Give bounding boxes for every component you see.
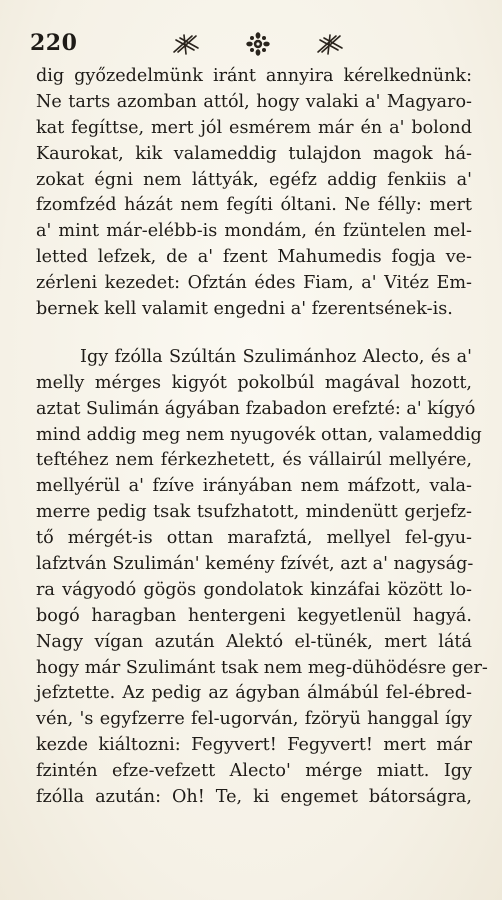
text-line: fzintén efze-vefzett Alecto' mérge miatt. Igy [36,761,472,782]
text-line: fzomfzéd házát nem fegíti óltani. Ne félly: mert [36,195,472,216]
fleuron-ornament-icon [170,32,345,56]
text-line: melly mérges kigyót pokolbúl magával hozott, [36,372,472,393]
paragraph-gap [36,323,472,345]
text-line: tő mérgét-is ottan marafztá, mellyel fel-gyu- [36,528,472,549]
text-line: kat fegíttse, mert jól esmérem már én a' bolond [36,117,472,138]
text-line: merre pedig tsak tsufzhatott, mindenütt gerjefz- [36,502,472,523]
text-line: kezde kiáltozni: Fegyvert! Fegyvert! mert már [36,735,472,756]
text-line: aztat Sulimán ágyában fzabadon erefzté: a' kígyó [36,398,476,419]
text-line: bernek kell valamit engedni a' fzerentsének-is. [36,299,453,320]
text-line: a' mint már-elébb-is mondám, én fzüntelen mel- [36,221,472,242]
text-line: zokat égni nem láttyák, egéfz addig fenkiis a' [36,169,472,190]
text-line: fzólla azután: Oh! Te, ki engemet bátorságra, [36,787,472,808]
paragraph [36,345,488,811]
text-line: Kaurokat, kik valameddig tulajdon magok há- [36,143,472,164]
page-number: 220 [30,30,78,56]
text-line: Igy fzólla Szúltán Szulimánhoz Alecto, és a' [80,346,472,367]
text-line: jefztette. Az pedig az ágyban álmábúl fel-ébred- [36,683,472,704]
text-line: Ne tarts azomban attól, hogy valaki a' Magyaro- [36,91,472,112]
text-line: zérleni kezedet: Ofztán édes Fiam, a' Vitéz Em- [36,273,472,294]
text-line: letted lefzek, de a' fzent Mahumedis fogja ve- [36,247,472,268]
text-line: dig győzedelmünk iránt annyira kérelkednünk: [36,66,472,86]
text-line: hogy már Szulimánt tsak nem meg-dühödésre ger- [36,657,488,678]
page-header [30,30,360,60]
text-line: ra vágyodó gögös gondolatok kinzáfai között lo- [36,579,472,600]
text-line: Nagy vígan azután Alektó el-tünék, mert látá [36,631,472,652]
body-text [36,64,488,811]
text-line: teftéhez nem férkezhetett, és vállairúl mellyére, [36,450,472,471]
paragraph [36,64,472,323]
text-line: lafztván Szulimán' kemény fzívét, azt a' nagyság- [36,554,474,575]
text-line: mellyérül a' fzíve irányában nem máfzott, vala- [36,476,472,497]
text-line: mind addig meg nem nyugovék ottan, valameddig [36,424,482,445]
text-line: bogó haragban hentergeni kegyetlenül hagyá. [36,605,472,626]
text-line: vén, 's egyfzerre fel-ugorván, fzöryü hanggal így [36,709,472,730]
